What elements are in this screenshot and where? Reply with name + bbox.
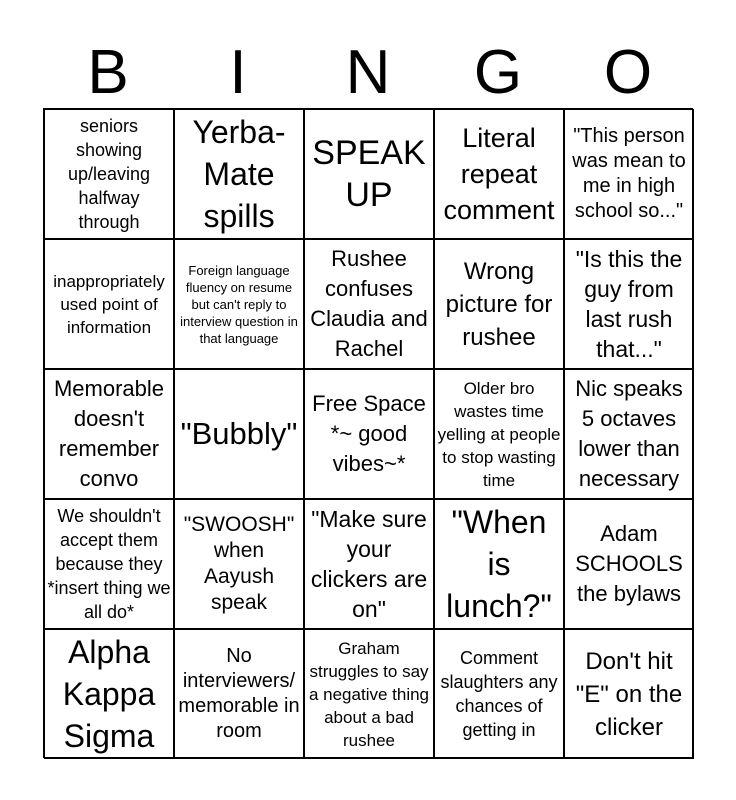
cell-text: We shouldn't accept them because they *insert thing we all do*	[47, 506, 171, 622]
cell-text: Alpha Kappa Sigma	[62, 634, 156, 754]
cell-text: Graham struggles to say a negative thing about a bad rushee	[308, 638, 430, 750]
bingo-cell-r2c4[interactable]	[434, 239, 564, 369]
cell-text: Older bro wastes time yelling at people to stop wasting time	[437, 378, 561, 490]
cell-text: Comment slaughters any chances of getting in	[440, 648, 558, 740]
bingo-cell-r1c3[interactable]	[304, 109, 434, 239]
cell-text: No interviewers/ memorable in room	[178, 645, 300, 742]
bingo-cell-r3c2[interactable]	[174, 369, 304, 499]
header-letter-i: I	[229, 38, 247, 107]
cell-text: "Bubbly"	[180, 416, 298, 451]
cell-text: "SWOOSH" when Aayush speak	[183, 513, 295, 614]
header-letter-n: N	[345, 38, 391, 107]
bingo-cell-r4c4[interactable]	[434, 499, 564, 629]
bingo-cell-r3c5[interactable]	[564, 369, 694, 499]
cell-text: Foreign language fluency on resume but can't reply to interview question in that language	[180, 262, 298, 346]
header-letter-b: B	[87, 38, 129, 107]
bingo-cell-r2c1[interactable]	[44, 239, 174, 369]
bingo-header	[43, 38, 693, 108]
bingo-cell-r1c1[interactable]	[44, 109, 174, 239]
bingo-cell-r2c3[interactable]	[304, 239, 434, 369]
bingo-cell-r4c1[interactable]	[44, 499, 174, 629]
bingo-cell-r1c2[interactable]	[174, 109, 304, 239]
bingo-cell-r3c3[interactable]	[304, 369, 434, 499]
cell-text: Yerba-Mate spills	[192, 114, 286, 234]
cell-text: seniors showing up/leaving halfway through	[67, 116, 151, 232]
bingo-cell-r3c1[interactable]	[44, 369, 174, 499]
bingo-cell-r2c2[interactable]	[174, 239, 304, 369]
bingo-cell-r4c5[interactable]	[564, 499, 694, 629]
bingo-cell-r3c4[interactable]	[434, 369, 564, 499]
bingo-cell-r5c5[interactable]	[564, 629, 694, 759]
bingo-cell-r1c5[interactable]	[564, 109, 694, 239]
bingo-cell-r5c4[interactable]	[434, 629, 564, 759]
cell-text: inappropriately used point of information	[53, 271, 165, 337]
cell-text: Nic speaks 5 octaves lower than necessary	[575, 376, 683, 491]
cell-text: Memorable doesn't remember convo	[53, 376, 165, 491]
bingo-cell-r1c4[interactable]	[434, 109, 564, 239]
bingo-grid	[43, 108, 693, 758]
bingo-cell-r2c5[interactable]	[564, 239, 694, 369]
cell-text: Literal repeat comment	[443, 123, 555, 225]
bingo-cell-r5c2[interactable]	[174, 629, 304, 759]
header-letter-o: O	[603, 38, 653, 107]
bingo-cell-r5c3[interactable]	[304, 629, 434, 759]
cell-text: "This person was mean to me in high school so..."	[572, 125, 686, 222]
bingo-cell-r5c1[interactable]	[44, 629, 174, 759]
bingo-cell-r4c3[interactable]	[304, 499, 434, 629]
cell-text: SPEAK UP	[312, 134, 426, 214]
cell-text: Wrong picture for rushee	[445, 257, 553, 351]
bingo-cell-r4c2[interactable]	[174, 499, 304, 629]
cell-text: "Is this the guy from last rush that..."	[575, 246, 683, 362]
cell-text: "When is lunch?"	[446, 504, 552, 624]
header-letter-g: G	[473, 38, 523, 107]
cell-text: Don't hit "E" on the clicker	[575, 647, 683, 741]
cell-text: "Make sure your clickers are on"	[310, 506, 428, 622]
cell-text: Free Space *~ good vibes~*	[312, 391, 426, 476]
cell-text: Adam SCHOOLS the bylaws	[575, 521, 683, 606]
cell-text: Rushee confuses Claudia and Rachel	[310, 246, 428, 361]
